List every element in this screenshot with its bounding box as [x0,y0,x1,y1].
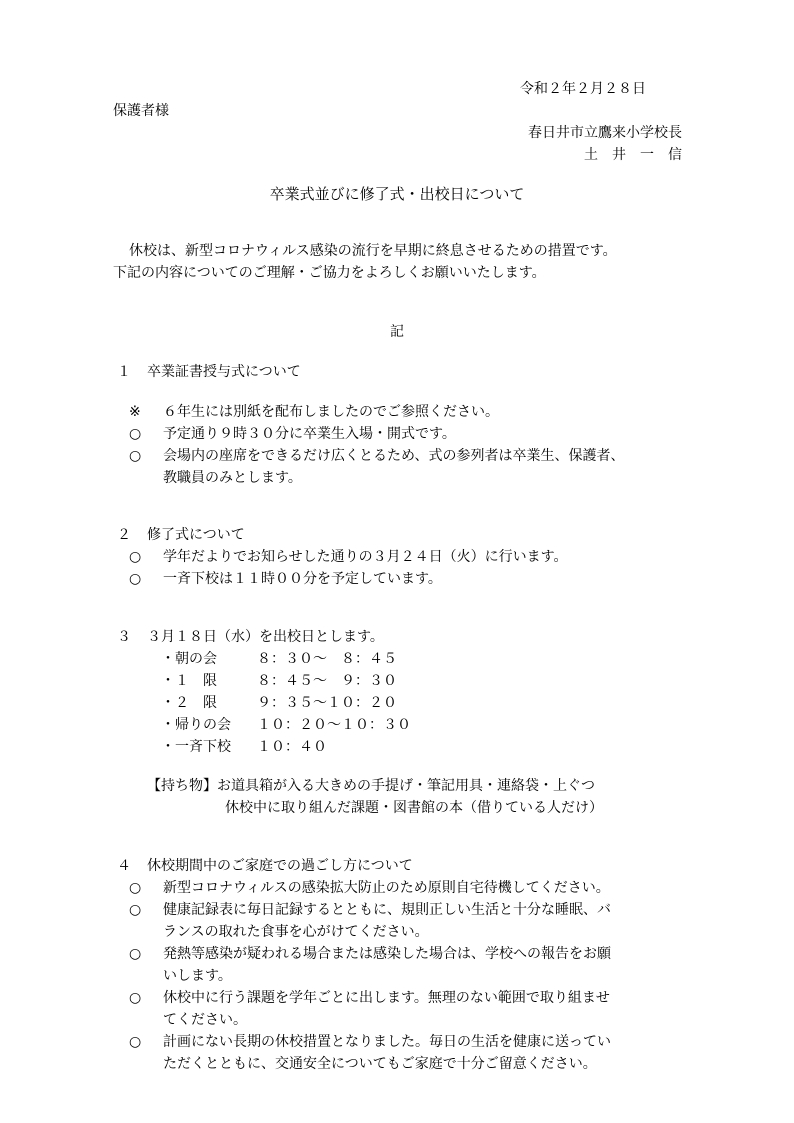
list-item-text: 計画にない長期の休校措置となりました。毎日の生活を健康に送ってい [163,1034,611,1050]
list-item-text: 学年だよりでお知らせした通りの３月２４日（火）に行います。 [163,549,568,565]
list-item-continuation: てください。 [163,1012,247,1028]
list-item [129,402,499,422]
list-item-text: 会場内の座席をできるだけ広くとるため、式の参列者は卒業生、保護者、 [163,448,625,464]
section-title: 修了式について [147,527,245,543]
list-item-continuation: ただくとともに、交通安全についてもご家庭で十分ご留意ください。 [163,1056,597,1072]
section-number: ３ [117,629,131,645]
list-item-continuation: 教職員のみとします。 [163,470,302,486]
section-number: １ [117,364,131,380]
schedule-time: ８：４５～ ９：３０ [257,673,397,689]
list-item-text: 発熱等感染が疑われる場合または感染した場合は、学校への報告をお願 [163,946,611,962]
section-title: ３月１８日（水）を出校日とします。 [147,629,384,645]
list-item [129,1032,611,1052]
list-item [129,878,610,898]
list-item-continuation: ランスの取れた食事を心がけてください。 [163,924,429,940]
schedule-label: ・１ 限 [161,673,217,689]
section-title: 卒業証書授与式について [147,364,301,380]
section-number: ４ [117,858,131,874]
list-item-text: ６年生には別紙を配布しましたのでご参照ください。 [163,404,499,420]
date: 令和２年２月２８日 [520,81,646,97]
schedule-label: ・朝の会 [161,651,217,667]
bullet-mark: ○ [129,1034,142,1050]
list-item-continuation: いします。 [163,968,232,984]
section-number: ２ [117,527,131,543]
bullet-mark: ○ [129,902,142,918]
principal-name: 土 井 一 信 [584,147,682,163]
list-item-text: 休校中に行う課題を学年ごとに出します。無理のない範囲で取り組ませ [163,990,610,1006]
schedule-row [161,649,397,669]
list-item [129,424,456,444]
schedule-row [161,693,397,713]
recipient: 保護者様 [113,103,169,119]
list-item-text: 健康記録表に毎日記録するとともに、規則正しい生活と十分な睡眠、バ [163,902,611,918]
schedule-time: １０：４０ [257,739,327,755]
section-1-heading [117,362,301,382]
list-item [129,988,610,1008]
list-item [129,569,442,589]
bullet-mark: ○ [129,448,142,464]
belongings-label: 【持ち物】 [147,778,217,794]
belongings-line-1 [147,776,595,796]
schedule-time: ９：３５～１０：２０ [257,695,397,711]
bullet-mark: ○ [129,946,142,962]
belongings-line-2: 休校中に取り組んだ課題・図書館の本（借りている人だけ） [225,800,603,816]
schedule-label: ・一斉下校 [161,739,231,755]
list-item [129,900,611,920]
list-item [129,446,624,466]
bullet-mark: ○ [129,880,142,896]
schedule-time: ８：３０～ ８：４５ [257,651,397,667]
bullet-mark: ○ [129,426,142,442]
school-name: 春日井市立鷹来小学校長 [528,125,682,141]
schedule-row [161,715,411,735]
schedule-row [161,671,397,691]
schedule-label: ・帰りの会 [161,717,231,733]
list-item [129,944,611,964]
belongings-text: お道具箱が入る大きめの手提げ・筆記用具・連絡袋・上ぐつ [217,778,595,794]
list-item [129,547,567,567]
section-3-heading [117,627,384,647]
bullet-mark: ※ [129,404,141,420]
bullet-mark: ○ [129,990,142,1006]
list-item-text: 一斉下校は１１時００分を予定しています。 [163,571,442,587]
intro-line-2: 下記の内容についてのご理解・ご協力をよろしくお願いいたします。 [113,265,546,281]
schedule-time: １０：２０～１０：３０ [257,717,411,733]
section-2-heading [117,525,245,545]
bullet-mark: ○ [129,571,142,587]
bullet-mark: ○ [129,549,142,565]
ki-mark: 記 [390,324,404,340]
section-title: 休校期間中のご家庭での過ごし方について [147,858,413,874]
schedule-label: ・２ 限 [161,695,217,711]
list-item-text: 予定通り９時３０分に卒業生入場・開式です。 [163,426,456,442]
section-4-heading [117,856,413,876]
schedule-row [161,737,327,757]
intro-line-1: 休校は、新型コロナウィルス感染の流行を早期に終息させるための措置です。 [129,243,617,259]
document-title: 卒業式並びに修了式・出校日について [269,185,525,203]
list-item-text: 新型コロナウィルスの感染拡大防止のため原則自宅待機してください。 [163,880,610,896]
